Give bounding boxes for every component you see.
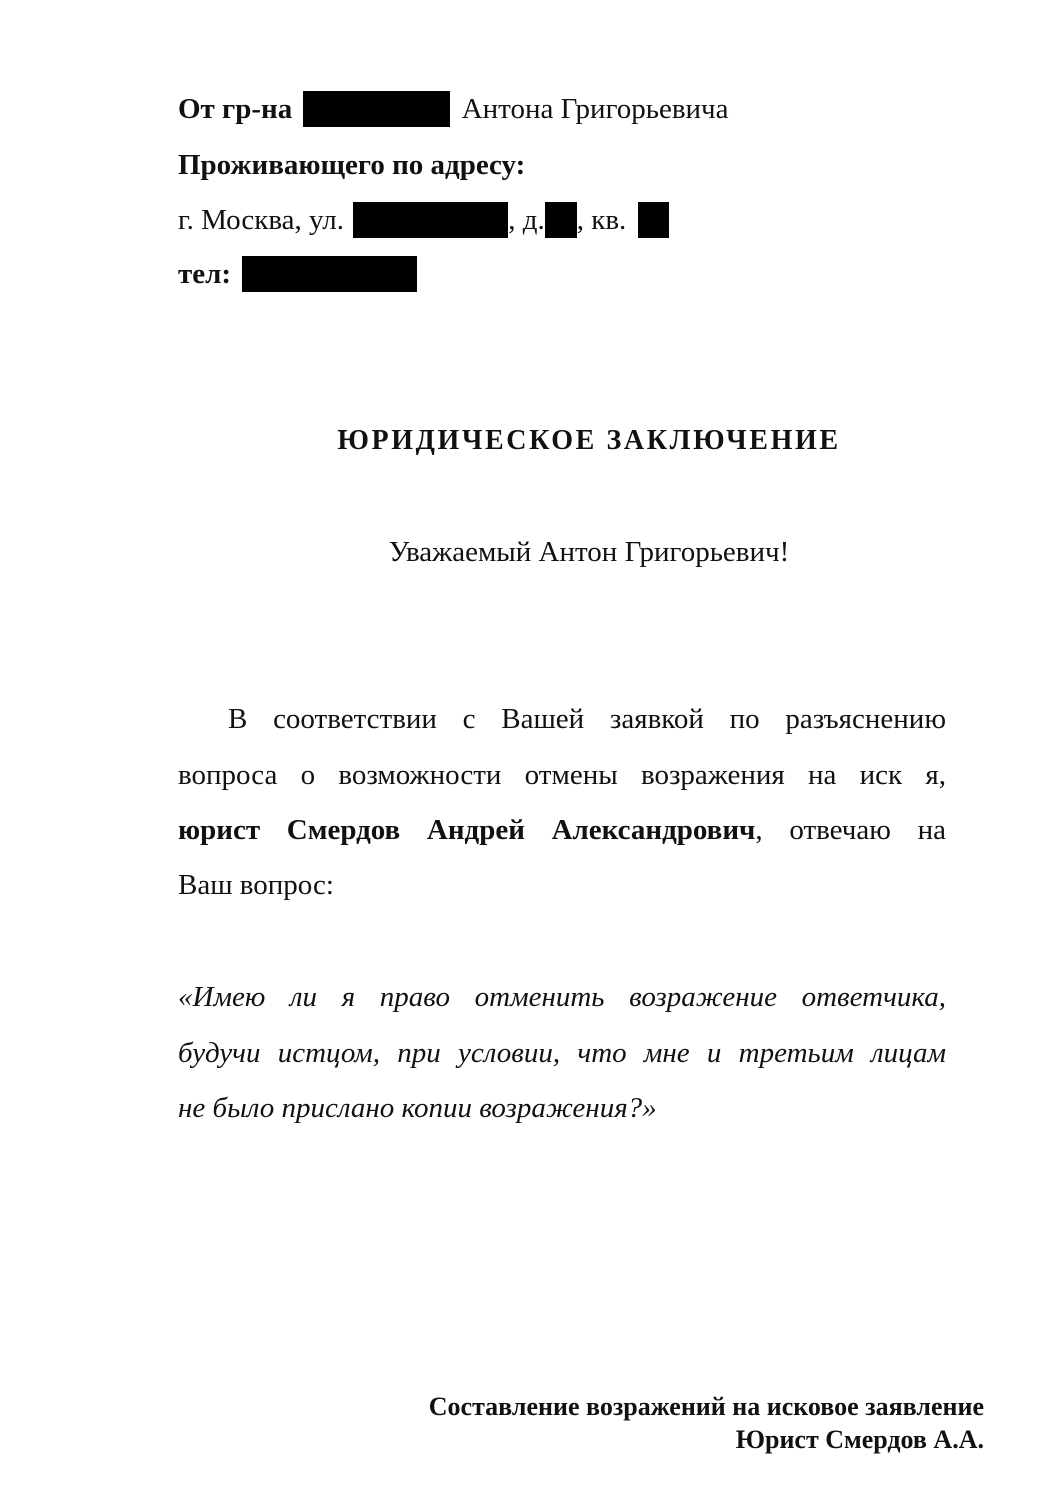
apartment-label: , кв. (576, 204, 627, 236)
lawyer-name: юрист Смердов Андрей Александрович (178, 814, 756, 846)
sender-name: Антона Григорьевича (461, 93, 729, 125)
redacted-phone (242, 256, 417, 292)
footer-service: Составление возражений на исковое заявление (428, 1392, 984, 1421)
redacted-surname (303, 91, 450, 127)
question-line-2: будучи истцом, при условии, что мне и третьим лицам (178, 1037, 946, 1069)
body-line-1: В соответствии с Вашей заявкой по разъяснению (228, 703, 946, 735)
body-line-2: вопроса о возможности отмены возражения на иск я, (178, 759, 946, 791)
from-label: От гр-на (178, 93, 293, 125)
address-line (178, 203, 669, 240)
question-line-1: «Имею ли я право отменить возражение ответчика, (178, 981, 946, 1013)
sender-line (178, 92, 729, 129)
city-street: г. Москва, ул. (178, 204, 344, 236)
redacted-street (353, 202, 508, 238)
footer-signature: Юрист Смердов А.А. (735, 1425, 984, 1454)
redacted-house (545, 202, 577, 238)
body-line-4: Ваш вопрос: (178, 869, 334, 901)
address-label: Проживающего по адресу: (178, 149, 526, 181)
house-label: , д. (508, 204, 545, 236)
phone-label: тел: (178, 258, 232, 290)
phone-line (178, 257, 417, 294)
redacted-apartment (638, 202, 669, 238)
body-line-3-rest: , отвечаю на (755, 814, 946, 846)
body-line-3 (178, 813, 946, 847)
greeting: Уважаемый Антон Григорьевич! (388, 536, 790, 568)
document-title: ЮРИДИЧЕСКОЕ ЗАКЛЮЧЕНИЕ (337, 425, 841, 456)
question-line-3: не было прислано копии возражения?» (178, 1092, 657, 1124)
